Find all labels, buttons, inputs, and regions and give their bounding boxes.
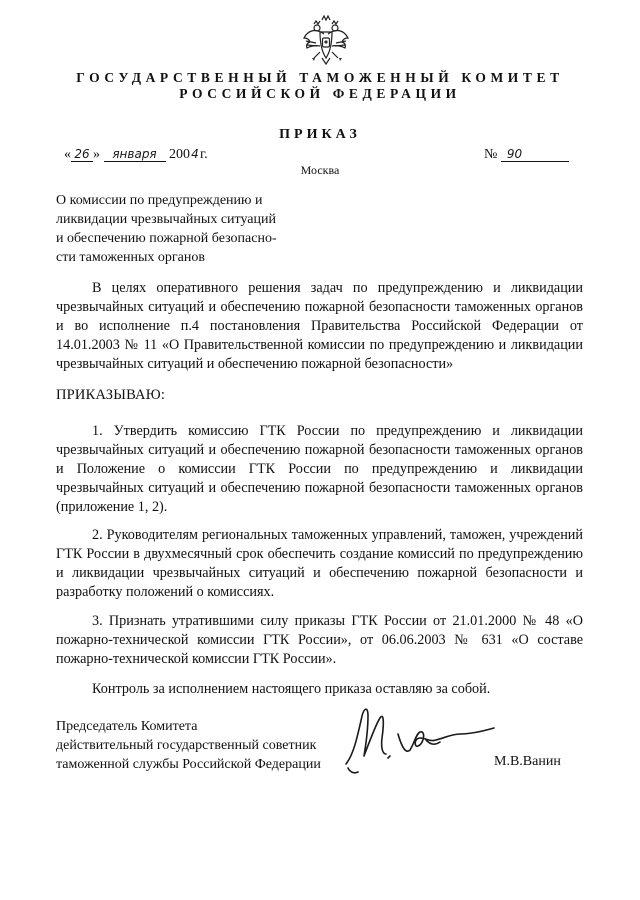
signatory-name: М.В.Ванин xyxy=(494,754,561,769)
subject-line: и обеспечению пожарной безопасно- xyxy=(56,231,277,246)
order-date xyxy=(64,147,208,163)
organization-name-line1: ГОСУДАРСТВЕННЫЙ ТАМОЖЕННЫЙ КОМИТЕТ xyxy=(76,70,564,85)
order-city: Москва xyxy=(300,163,340,177)
organization-name-line2: РОССИЙСКОЙ ФЕДЕРАЦИИ xyxy=(179,86,461,101)
document-title: ПРИКАЗ xyxy=(279,127,361,142)
subject-line: О комиссии по предупреждению и xyxy=(56,193,263,208)
double-headed-eagle-icon xyxy=(298,12,354,68)
preamble-paragraph: В целях оперативного решения задач по предупреждению и ликвидации чрезвычайных ситуаций и обеспечению пожарной безопасности таможенных органов и во исполнение п.4 постановления Правительства Российской Федерации от 14.01.2003 № 11 «О Правительственной комиссии по предупреждению и ликвидации чрезвычайных ситуаций и обеспечению пожарной безопасности» xyxy=(56,280,583,372)
subject-line: ликвидации чрезвычайных ситуаций xyxy=(56,212,276,227)
handwritten-signature-icon xyxy=(340,694,500,776)
order-month: января xyxy=(104,147,166,162)
order-year-suffix: г. xyxy=(200,147,208,162)
position-line: Председатель Комитета xyxy=(56,719,198,734)
orders-heading: ПРИКАЗЫВАЮ: xyxy=(56,387,166,403)
order-year-digit: 4 xyxy=(191,147,199,161)
order-item-2: 2. Руководителям региональных таможенных управлений, таможен, учреждений ГТК России в двухмесячный срок обеспечить создание комиссий по предупреждению и ликвидации чрезвычайных ситуаций и обеспечению пожарной безопасности и разработку положений о комиссиях. xyxy=(56,527,583,600)
order-item-1: 1. Утвердить комиссию ГТК России по предупреждению и ликвидации чрезвычайных ситуаций и обеспечению пожарной безопасности таможенных органов и Положение о комиссии ГТК России по предупреждению и ликвидации чрезвычайных ситуаций и обеспечению пожарной безопасности таможенных органов (приложение 1, 2). xyxy=(56,423,583,515)
signatory-position xyxy=(56,717,321,774)
order-subject xyxy=(56,191,306,267)
position-line: действительный государственный советник xyxy=(56,738,317,753)
order-number xyxy=(484,147,569,163)
quote-close: » xyxy=(93,147,100,162)
quote-open: « xyxy=(64,147,71,162)
position-line: таможенной службы Российской Федерации xyxy=(56,757,321,772)
order-number-label: № xyxy=(484,147,498,162)
order-number-value: 90 xyxy=(501,147,569,162)
control-paragraph: Контроль за исполнением настоящего приказа оставляю за собой. xyxy=(92,681,491,697)
subject-line: сти таможенных органов xyxy=(56,250,205,265)
order-item-3: 3. Признать утратившими силу приказы ГТК России от 21.01.2000 № 48 «О пожарно-технической комиссии ГТК России», от 06.06.2003 № 631 «О составе пожарно-технической комиссии ГТК России». xyxy=(56,613,583,667)
order-year-prefix: 200 xyxy=(169,147,190,162)
order-day: 26 xyxy=(71,147,93,162)
